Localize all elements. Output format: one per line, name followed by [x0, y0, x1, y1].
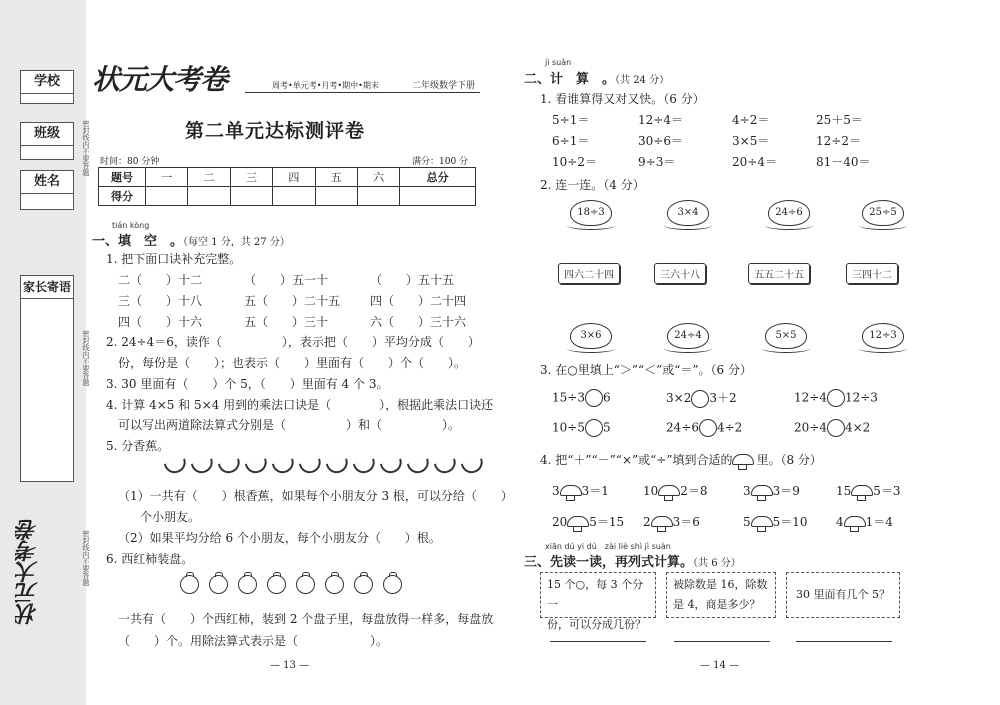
score-cell[interactable] [146, 187, 188, 206]
s1-heading [92, 230, 290, 249]
op-right: 1＝4 [865, 515, 893, 529]
tomato-icon [296, 575, 315, 594]
op-item [643, 482, 708, 499]
peach-card[interactable]: 18÷3 [570, 200, 612, 226]
s2-q4-text [540, 451, 822, 468]
seal-text-2: 密封线内不要答题 [82, 330, 90, 386]
s2-q4-end: 里。（8 分） [756, 453, 822, 467]
calc-item[interactable]: 9÷3＝ [638, 155, 676, 169]
compare-item [552, 419, 611, 437]
score-row-label: 得分 [99, 187, 146, 206]
banana-icon [434, 458, 458, 475]
op-item [643, 513, 700, 530]
answer-line-2[interactable] [674, 640, 770, 642]
banana-icon [380, 458, 404, 475]
mushroom-blank[interactable] [751, 485, 773, 499]
s1-pinyin: tián kòng [112, 221, 150, 230]
compare-left: 3×2 [666, 391, 692, 405]
banana-icon [326, 458, 350, 475]
score-cell[interactable] [273, 187, 315, 206]
compare-item [794, 389, 878, 407]
compare-circle[interactable] [699, 419, 717, 437]
s3-title: 三、先读一读，再列式计算。 [524, 555, 694, 570]
q2-line1[interactable]: 2. 24÷4＝6，读作（ ），表示把（ ）平均分成（ ） [106, 335, 480, 349]
score-table [98, 167, 476, 206]
tomato-icon [325, 575, 344, 594]
header-rule [245, 92, 480, 93]
banana-icon [218, 458, 242, 475]
seal-text-3: 密封线内不要答题 [82, 530, 90, 586]
calc-item[interactable]: 25＋5＝ [816, 113, 863, 127]
s3-pinyin: xiān dú yi dú zài liè shì jì suàn [545, 542, 671, 551]
score-cell[interactable] [315, 187, 357, 206]
q3-text[interactable]: 3. 30 里面有（ ）个 5，（ ）里面有 4 个 3。 [106, 377, 389, 391]
s2-q3-text: 3. 在○里填上“＞”“＜”或“＝”。（6 分） [540, 363, 752, 377]
page-number-14: — 14 — [700, 660, 740, 671]
q1-text: 1. 把下面口诀补充完整。 [106, 252, 242, 266]
q5-1-line1[interactable]: （1）一共有（ ）根香蕉，如果每个小朋友分 3 根，可以分给（ ） [118, 489, 513, 503]
banana-icon [164, 458, 188, 475]
score-header: 二 [188, 168, 230, 187]
calc-item[interactable]: 4÷2＝ [732, 113, 770, 127]
school-box[interactable] [20, 70, 74, 104]
q2-line2[interactable]: 份，每份是（ ）；也表示（ ）里面有（ ）个（ ）。 [118, 356, 467, 370]
q4-line2[interactable]: 可以写出两道除法算式分别是（ ）和（ ）。 [118, 418, 461, 432]
q5-2-text[interactable]: （2）如果平均分给 6 个小朋友，每个小朋友分（ ）根。 [118, 531, 441, 545]
mushroom-blank[interactable] [567, 516, 589, 530]
compare-circle[interactable] [827, 389, 845, 407]
op-item [743, 482, 800, 499]
tomato-group [180, 575, 412, 598]
score-cell[interactable] [400, 187, 476, 206]
wp2-line1: 被除数是 16，除数 [673, 578, 768, 591]
op-item [552, 482, 609, 499]
mushroom-blank[interactable] [560, 485, 582, 499]
score-row [99, 187, 476, 206]
motto-blank[interactable]: 五（ ）三十 [244, 315, 329, 329]
op-left: 5 [743, 515, 751, 529]
banana-icon [245, 458, 269, 475]
op-right: 5＝10 [772, 515, 808, 529]
mushroom-blank[interactable] [844, 516, 866, 530]
class-box[interactable] [20, 122, 74, 160]
op-right: 2＝8 [680, 484, 708, 498]
header-logo: 状元大考卷 [92, 63, 228, 96]
compare-item [552, 389, 611, 407]
calc-item[interactable]: 81－40＝ [816, 155, 871, 169]
calc-item[interactable]: 30÷6＝ [638, 134, 683, 148]
tomato-icon [354, 575, 373, 594]
motto-card[interactable]: 四六二十四 [558, 263, 620, 284]
q6-line2[interactable]: （ ）个。用除法算式表示是（ ）。 [118, 634, 389, 648]
calc-item[interactable]: 20÷4＝ [732, 155, 777, 169]
parent-comment-label: 家长寄语 [21, 276, 73, 299]
compare-right: 4÷2 [716, 420, 743, 435]
op-right: 3＝9 [772, 484, 800, 498]
mushroom-blank[interactable] [751, 516, 773, 530]
motto-blank[interactable]: 二（ ）十二 [118, 273, 203, 287]
motto-card[interactable]: 三四十二 [846, 263, 898, 284]
op-left: 4 [836, 515, 844, 529]
op-item [743, 513, 808, 530]
compare-right: 5 [602, 420, 611, 435]
compare-left: 20÷4 [794, 420, 827, 435]
banana-icon [299, 458, 323, 475]
banana-icon [191, 458, 215, 475]
compare-item [666, 389, 737, 408]
tomato-icon [180, 575, 199, 594]
compare-left: 10÷5 [552, 420, 585, 435]
score-header-row [99, 168, 476, 187]
op-right: 3＝1 [581, 484, 609, 498]
tomato-icon [238, 575, 257, 594]
motto-blank[interactable]: 五（ ）二十五 [244, 294, 341, 308]
peach-card[interactable]: 24÷4 [667, 323, 709, 349]
answer-line-1[interactable] [550, 640, 646, 642]
class-label: 班级 [21, 123, 73, 146]
mushroom-icon [732, 454, 756, 468]
motto-card[interactable]: 三六十八 [654, 263, 706, 284]
calc-item[interactable]: 10÷2＝ [552, 155, 597, 169]
score-cell[interactable] [357, 187, 399, 206]
mushroom-blank[interactable] [651, 516, 673, 530]
calc-item[interactable]: 12÷2＝ [816, 134, 861, 148]
score-header: 六 [357, 168, 399, 187]
q4-line1[interactable]: 4. 计算 4×5 和 5×4 用到的乘法口诀是（ ），根据此乘法口诀还 [106, 398, 494, 412]
motto-blank[interactable]: 四（ ）十六 [118, 315, 203, 329]
banana-group [165, 458, 489, 477]
compare-right: 4×2 [844, 420, 871, 435]
s2-q1-text: 1. 看谁算得又对又快。（6 分） [540, 92, 705, 106]
score-header: 四 [273, 168, 315, 187]
score-cell[interactable] [188, 187, 230, 206]
op-left: 15 [836, 484, 852, 498]
name-box[interactable] [20, 170, 74, 210]
banana-icon [407, 458, 431, 475]
tomato-icon [267, 575, 286, 594]
name-label: 姓名 [21, 171, 73, 194]
s1-title: 一、填 空 。 [92, 234, 184, 249]
calc-item[interactable]: 5÷1＝ [552, 113, 590, 127]
sidebar-logo: 状元大考卷 [16, 520, 41, 625]
school-label: 学校 [21, 71, 73, 94]
compare-circle[interactable] [585, 419, 603, 437]
s3-heading [524, 551, 741, 570]
compare-circle[interactable] [827, 419, 845, 437]
word-problem-3 [786, 572, 900, 618]
page-title: 第二单元达标测评卷 [185, 120, 366, 142]
word-problem-2 [666, 572, 776, 618]
motto-blank[interactable]: （ ）五一十 [244, 273, 329, 287]
op-right: 5＝15 [589, 515, 625, 529]
op-left: 3 [552, 484, 560, 498]
compare-left: 24÷6 [666, 420, 699, 435]
s2-heading [524, 68, 669, 87]
tomato-icon [383, 575, 402, 594]
op-left: 2 [643, 515, 651, 529]
peach-card[interactable]: 25÷5 [862, 200, 904, 226]
peach-card[interactable]: 3×6 [570, 323, 612, 349]
wp3-line1: 30 里面有几个 5？ [796, 588, 890, 601]
motto-card[interactable]: 五五二十五 [748, 263, 810, 284]
calc-item[interactable]: 6÷1＝ [552, 134, 590, 148]
banana-icon [353, 458, 377, 475]
motto-blank[interactable]: （ ）五十五 [370, 273, 455, 287]
score-header: 题号 [99, 168, 146, 187]
op-right: 5＝3 [873, 484, 901, 498]
compare-item [666, 419, 742, 437]
score-header: 总分 [400, 168, 476, 187]
s1-note: （每空 1 分，共 27 分） [183, 237, 290, 248]
op-item [836, 482, 901, 499]
exam-tags: 周考•单元考•月考•期中•期末 [272, 81, 379, 90]
s2-q2-text: 2. 连一连。（4 分） [540, 178, 645, 192]
grade-label: 二年级数学下册 [412, 81, 476, 91]
s2-note: （共 24 分） [615, 75, 670, 86]
q5-1-line2: 个小朋友。 [140, 510, 201, 524]
full-score: 满分：100 分 [412, 157, 469, 167]
calc-item[interactable]: 3×5＝ [732, 134, 770, 148]
seal-text-1: 密封线内不要答题 [82, 120, 90, 176]
op-left: 20 [552, 515, 568, 529]
banana-icon [461, 458, 485, 475]
score-header: 一 [146, 168, 188, 187]
score-header: 三 [230, 168, 272, 187]
answer-line-3[interactable] [796, 640, 892, 642]
q6-line1[interactable]: 一共有（ ）个西红柿，装到 2 个盘子里，每盘放得一样多，每盘放 [118, 612, 494, 626]
page-number-13: — 13 — [270, 660, 310, 671]
q5-text: 5. 分香蕉。 [106, 439, 170, 453]
compare-left: 15÷3 [552, 390, 585, 405]
wp1-line2: 份，可以分成几份？ [547, 618, 646, 631]
peach-card[interactable]: 3×4 [667, 200, 709, 226]
compare-right: 6 [602, 390, 611, 405]
calc-item[interactable]: 12÷4＝ [638, 113, 683, 127]
s3-note: （共 6 分） [693, 558, 741, 569]
compare-right: 3＋2 [709, 391, 737, 405]
motto-blank[interactable]: 六（ ）三十六 [370, 315, 467, 329]
parent-comment-box[interactable] [20, 275, 74, 482]
op-item [836, 513, 893, 530]
compare-circle[interactable] [585, 389, 603, 407]
op-item [552, 513, 624, 530]
peach-card[interactable]: 12÷3 [862, 323, 904, 349]
mushroom-blank[interactable] [658, 485, 680, 499]
mushroom-blank[interactable] [851, 485, 873, 499]
compare-circle[interactable] [691, 390, 709, 408]
time-limit: 时间：80 分钟 [100, 157, 160, 167]
compare-right: 12÷3 [844, 390, 878, 405]
motto-blank[interactable]: 三（ ）十八 [118, 294, 203, 308]
score-header: 五 [315, 168, 357, 187]
op-right: 3＝6 [672, 515, 700, 529]
compare-item [794, 419, 870, 437]
wp2-line2: 是 4，商是多少？ [673, 598, 761, 611]
banana-icon [272, 458, 296, 475]
motto-blank[interactable]: 四（ ）二十四 [370, 294, 467, 308]
tomato-icon [209, 575, 228, 594]
s2-title: 二、计 算 。 [524, 72, 616, 87]
q6-text: 6. 西红柿装盘。 [106, 552, 194, 566]
score-cell[interactable] [230, 187, 272, 206]
op-left: 3 [743, 484, 751, 498]
wp1-line1: 15 个○，每 3 个分一 [547, 578, 644, 611]
peach-card[interactable]: 5×5 [765, 323, 807, 349]
peach-card[interactable]: 24÷6 [768, 200, 810, 226]
compare-left: 12÷4 [794, 390, 827, 405]
s2-pinyin: jì suàn [545, 58, 572, 67]
op-left: 10 [643, 484, 659, 498]
s2-q4-start: 4. 把“＋”“－”“×”或“÷”填到合适的 [540, 453, 733, 467]
word-problem-1 [540, 572, 656, 631]
